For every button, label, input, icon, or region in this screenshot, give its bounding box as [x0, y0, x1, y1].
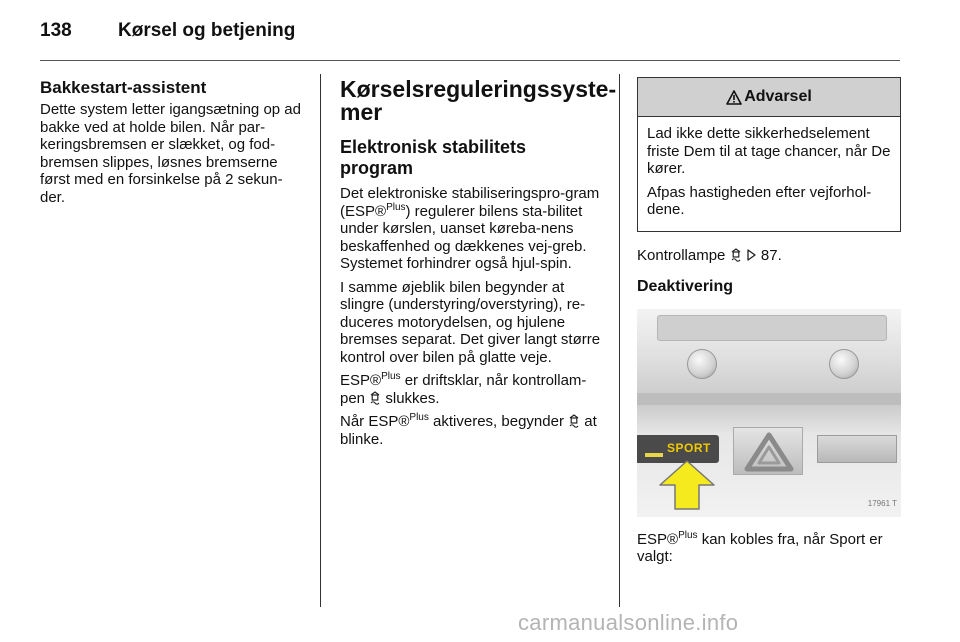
driving-control-heading: [340, 76, 617, 125]
column-warning-deactivation: [637, 77, 901, 566]
esp-p4-mid: aktiveres, begynder: [428, 413, 569, 430]
esp-p1-pre: Det elektroniske stabiliseringspro-gram (ESP®: [340, 185, 600, 220]
esp-paragraph-3: [340, 372, 604, 407]
page-header: [40, 16, 295, 46]
esp-p4-post: at blinke.: [340, 413, 597, 448]
page-number: 138: [40, 20, 72, 41]
section-title: Kørsel og betjening: [118, 20, 296, 41]
caption-pre: ESP®: [637, 530, 679, 548]
plus-superscript: Plus: [381, 371, 401, 382]
warning-title: Advarsel: [744, 88, 812, 106]
dashboard-knob: [687, 349, 717, 379]
esp-paragraph-2: I samme øjeblik bilen begynder at slingre (understyring/overstyring), re-duceres motorydelsen, og hjulene bremses separat. Det giver langt større kontrol over bilen på glatte veje.: [340, 278, 601, 366]
column-driving-control: [340, 76, 617, 454]
page-reference-icon[interactable]: [746, 249, 757, 261]
warning-box: [637, 77, 901, 232]
warning-text-2: Afpas hastigheden efter vejforhol-dene.: [647, 183, 872, 218]
sport-button-photo: [637, 309, 901, 517]
warning-header: [638, 78, 900, 117]
esp-paragraph-4: [340, 413, 604, 448]
column-hill-start: [40, 78, 305, 212]
sport-led: [645, 453, 663, 457]
esp-warning-lamp-icon: [730, 248, 742, 262]
yellow-arrow-icon: [657, 459, 717, 511]
warning-triangle-icon: [726, 90, 742, 105]
deactivation-heading: Deaktivering: [637, 278, 734, 295]
plus-superscript: Plus: [386, 201, 406, 213]
watermark: carmanualsonline.info: [518, 610, 739, 635]
heading-line-1: Kørselsreguleringssyste-: [340, 76, 617, 102]
control-lamp-reference: [637, 247, 901, 265]
control-lamp-text: Kontrollampe: [637, 246, 730, 264]
esp-paragraph-1: [340, 185, 604, 273]
esp-subheading: Elektronisk stabilitets program: [340, 137, 527, 178]
column-divider: [320, 74, 321, 607]
column-divider: [619, 74, 620, 607]
heading-line-2: mer: [340, 99, 383, 125]
sport-caption: [637, 531, 901, 566]
caption-post: kan kobles fra, når Sport er valgt:: [637, 530, 883, 565]
hazard-button: [733, 427, 803, 475]
dashboard-display: [657, 315, 887, 341]
esp-p3-post: slukkes.: [381, 389, 440, 407]
esp-p3-pre: ESP®: [340, 372, 382, 389]
dashboard-knob: [829, 349, 859, 379]
plus-superscript: Plus: [678, 529, 698, 541]
esp-warning-lamp-icon: [369, 391, 381, 405]
image-code: 17961 T: [867, 499, 897, 508]
dashboard-button: [817, 435, 897, 463]
esp-warning-lamp-icon: [568, 414, 580, 428]
esp-p4-pre: Når ESP®: [340, 413, 410, 430]
plus-superscript: Plus: [409, 412, 429, 423]
sport-button-label: SPORT: [667, 440, 711, 455]
esp-p3-mid: er driftsklar, når kontrollam-pen: [340, 372, 587, 407]
hill-start-text: Dette system letter igangsætning op ad bakke ved at holde bilen. Når par-keringsbremsen er slækket, og fod-bremsen slippes, løsnes bremserne først med en forsinkelse på 2 sekun-der.: [40, 101, 301, 206]
header-rule: [40, 60, 900, 61]
esp-p1-post: ) regulerer bilens sta-bilitet under kørslen, uanset køreba-nens beskaffenhed og dækkenes vej-greb. Systemet forhindrer også hjul-spin.: [340, 202, 587, 272]
dashboard-strip: [637, 393, 901, 405]
warning-body: [638, 117, 900, 231]
hill-start-heading: Bakkestart-assistent: [40, 78, 207, 97]
control-lamp-page: 87.: [756, 246, 782, 264]
hazard-triangle-icon: [744, 432, 794, 472]
warning-text-1: Lad ikke dette sikkerhedselement friste Dem til at tage chancer, når De kører.: [647, 125, 891, 177]
